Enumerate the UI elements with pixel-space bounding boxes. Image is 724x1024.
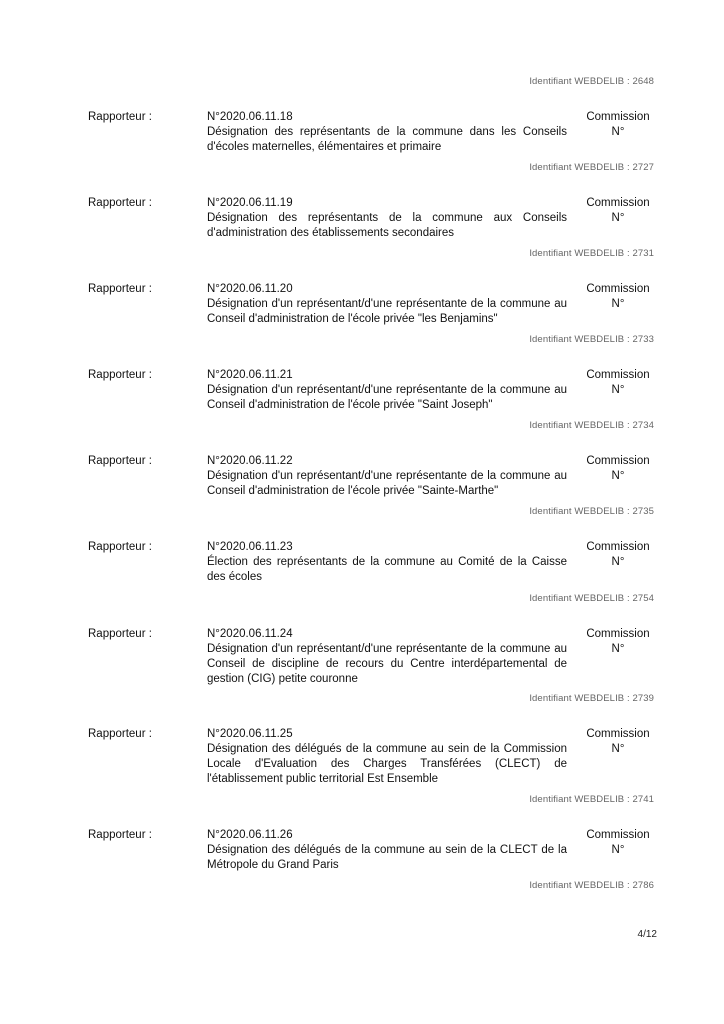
commission-label: Commission [586,111,650,123]
deliberation-title: Désignation d'un représentant/d'une représentante de la commune au Conseil d'administration de l'école privée "Saint Joseph" [207,384,567,411]
deliberation-title: Désignation d'un représentant/d'une représentante de la commune au Conseil d'administration de l'école privée "Sainte-Marthe" [207,470,567,497]
deliberation-title: Désignation d'un représentant/d'une représentante de la commune au Conseil d'administration de l'école privée "les Benjamins" [207,298,567,325]
rapporteur-label: Rapporteur : [88,111,152,123]
deliberation-title: Désignation des représentants de la commune dans les Conseils d'écoles maternelles, élémentaires et primaire [207,126,567,153]
deliberation-number: N°2020.06.11.26 [207,829,293,841]
deliberation-number: N°2020.06.11.19 [207,197,293,209]
page-number: 4/12 [637,929,657,940]
deliberation-number: N°2020.06.11.22 [207,455,293,467]
commission-number: N° [611,643,625,655]
webdelib-identifier: Identifiant WEBDELIB : 2739 [529,693,654,704]
deliberation-number: N°2020.06.11.25 [207,728,293,740]
top-identifier: Identifiant WEBDELIB : 2648 [529,76,654,87]
rapporteur-label: Rapporteur : [88,197,152,209]
webdelib-identifier: Identifiant WEBDELIB : 2727 [529,162,654,173]
deliberation-number: N°2020.06.11.20 [207,283,293,295]
commission-label: Commission [586,541,650,553]
webdelib-identifier: Identifiant WEBDELIB : 2731 [529,248,654,259]
deliberation-title: Désignation des délégués de la commune au sein de la Commission Locale d'Evaluation des Charges Transférées (CLECT) de l'établissement public territorial Est Ensemble [207,743,567,785]
commission-number: N° [611,556,625,568]
commission-number: N° [611,844,625,856]
commission-label: Commission [586,829,650,841]
deliberation-number: N°2020.06.11.24 [207,628,293,640]
rapporteur-label: Rapporteur : [88,455,152,467]
commission-number: N° [611,470,625,482]
commission-number: N° [611,743,625,755]
webdelib-identifier: Identifiant WEBDELIB : 2754 [529,593,654,604]
commission-number: N° [611,298,625,310]
rapporteur-label: Rapporteur : [88,369,152,381]
webdelib-identifier: Identifiant WEBDELIB : 2733 [529,334,654,345]
commission-label: Commission [586,197,650,209]
commission-label: Commission [586,455,650,467]
rapporteur-label: Rapporteur : [88,728,152,740]
commission-label: Commission [586,628,650,640]
webdelib-identifier: Identifiant WEBDELIB : 2735 [529,506,654,517]
commission-number: N° [611,126,625,138]
rapporteur-label: Rapporteur : [88,829,152,841]
rapporteur-label: Rapporteur : [88,628,152,640]
commission-number: N° [611,384,625,396]
commission-number: N° [611,212,625,224]
commission-label: Commission [586,728,650,740]
deliberation-title: Désignation des délégués de la commune au sein de la CLECT de la Métropole du Grand Paris [207,844,567,871]
deliberation-number: N°2020.06.11.18 [207,111,293,123]
webdelib-identifier: Identifiant WEBDELIB : 2734 [529,420,654,431]
commission-label: Commission [586,283,650,295]
deliberation-title: Élection des représentants de la commune au Comité de la Caisse des écoles [207,556,567,583]
deliberation-title: Désignation d'un représentant/d'une représentante de la commune au Conseil de discipline de recours du Centre interdépartemental de gestion (CIG) petite couronne [207,643,567,685]
deliberation-number: N°2020.06.11.21 [207,369,293,381]
commission-label: Commission [586,369,650,381]
webdelib-identifier: Identifiant WEBDELIB : 2741 [529,794,654,805]
deliberation-title: Désignation des représentants de la commune aux Conseils d'administration des établissements secondaires [207,212,567,239]
rapporteur-label: Rapporteur : [88,541,152,553]
deliberation-number: N°2020.06.11.23 [207,541,293,553]
rapporteur-label: Rapporteur : [88,283,152,295]
webdelib-identifier: Identifiant WEBDELIB : 2786 [529,880,654,891]
